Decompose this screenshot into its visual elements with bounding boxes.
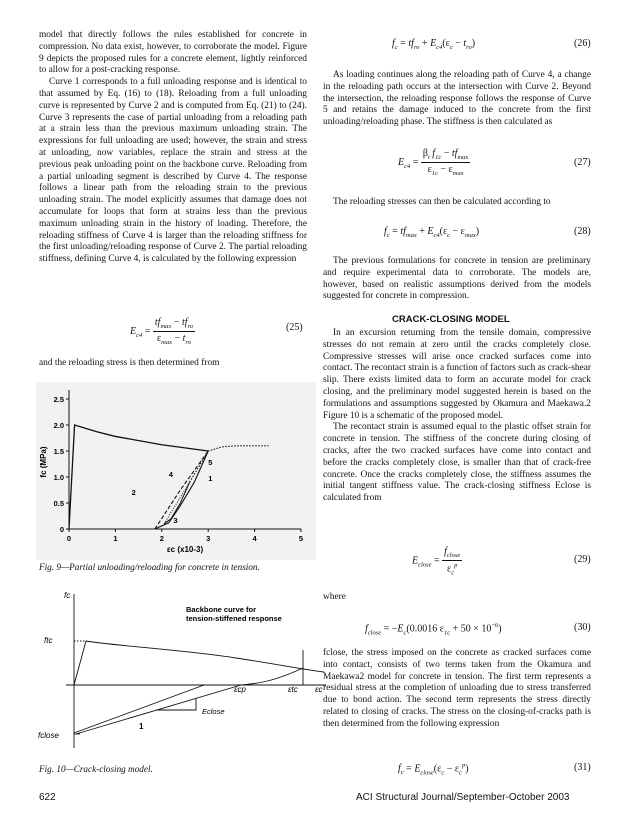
equation-26: $f_c = tf_{ro} + E_{c4}(\varepsilon_c - t_{ro})$ xyxy=(392,38,476,51)
y-tick-label: 2.0 xyxy=(53,421,64,430)
equation-number: (31) xyxy=(574,762,591,773)
backbone-label-line-2: tension-stiffened response xyxy=(186,614,282,623)
equation-25: $E_{c4}$ = $\frac{tf_{max} - tf_{ro}}{\varepsilon_{max} - t_{ro}}$ xyxy=(130,317,194,346)
x-tick-label: 2 xyxy=(159,534,164,543)
equation-31: $f_c = E_{close}(\varepsilon_c - \varepsilon_c^p)$ xyxy=(398,762,469,777)
x-tick-label: 5 xyxy=(298,534,304,543)
paragraph-text: The recontact strain is assumed equal to the plastic offset strain for concrete in tension. The stiffness of the concrete during closing of cracks, after the two cracked surfaces have come into contact and before the cracks completely close, is smaller than that of crack-free concrete. Once the cracks completely close, the stiffness assumes the initial tangent stiffness value. The crack-closing stiffness Eclose is calculated from xyxy=(323,422,591,504)
eclose-label: Eclose xyxy=(202,707,225,716)
equation-number: (28) xyxy=(574,226,591,237)
etc-label: εtc xyxy=(288,685,298,694)
paragraph-text: The reloading stresses can then be calculated according to xyxy=(333,197,551,207)
figure-9-chart xyxy=(36,382,316,560)
y-tick-label: 1.5 xyxy=(53,447,64,456)
y-tick-label: 1.0 xyxy=(53,473,64,482)
equation-30: $f_{close} = -E_c(0.0016$ $\varepsilon_{1c} + 50 \times 10^{-6}$) xyxy=(365,622,502,637)
paragraph xyxy=(323,197,591,209)
paragraph-text: fclose, the stress imposed on the concrete as cracked surfaces come into contact, consists of two terms taken from the Okamura and Maekawa2 model for concrete in tension. The first term represents a residual stress at the completion of unloading due to stress transferred due to bond action. The second term represents the stress directly related to closing of cracks. The stress on the closing-of-cracks path is then determined from the following expression xyxy=(323,648,591,729)
equation-27: $E_{c4}$ = $\frac{\beta_t f_{1c} - tf_{max}}{\varepsilon_{1c} - \varepsilon_{max}}$ xyxy=(398,148,469,177)
y-axis-label: fc (MPa) xyxy=(39,446,48,478)
equation-number: (27) xyxy=(574,157,591,168)
page-number: 622 xyxy=(39,792,56,803)
x-tick-label: 1 xyxy=(113,534,118,543)
figure-10-diagram xyxy=(36,588,326,756)
paragraph xyxy=(323,256,591,303)
paragraph-text: In an excursion returning from the tensile domain, compressive stresses do not remain at zero until the cracks completely close. Compressive stresses will arise once cracked surfaces come into contact. The recontact strain is a function of factors such as crack-shear slip. There exists limited data to form an accurate model for crack closing, and the preliminary model suggested herein is based on the formulations and assumptions suggested by Okamura and Maekawa.2 Figure 10 is a schematic of the proposed model. xyxy=(323,328,591,421)
curve-label-2: 2 xyxy=(131,488,136,498)
curve-label-1: 1 xyxy=(208,474,213,484)
section-heading: CRACK-CLOSING MODEL xyxy=(392,314,510,325)
figure-10-caption: Fig. 10—Crack-closing model. xyxy=(39,764,153,774)
equation-number: (29) xyxy=(574,554,591,565)
curve-label-3: 3 xyxy=(173,515,178,525)
paragraph: and the reloading stress is then determined from xyxy=(39,358,220,368)
paragraph-text: As loading continues along the reloading path of Curve 4, a change in the reloading path occurs at the intersection with Curve 2. Beyond the intersection, the reloading response follows the response of Curve 5 and retains the damage induced to the concrete from the first unloading/reloading phase. The stiffness is then calculated as xyxy=(323,70,591,128)
paragraph: Curve 1 corresponds to a full unloading response and is identical to that assumed by Eq. (16) to (18). Reloading from a full unloading curve is represented by Curve 2 and is computed from Eq. (21) to (24). Curve 3 represents the case of partial unloading from a reloading path at a strain less than the previous maximum unloading strain. The expressions for full unloading are used; however, the strain and stress at unloading, now variables, replace the strain and stress at the previous peak unloading point on the backbone curve. Reloading from a partial unloading segment is described by Curve 4. The response follows a linear path from the reloading strain to the previous unloading strain. The model explicitly assumes that damage does not accumulate for loops that form at strains less than the previous maximum unloading strain in the history of loading. Therefore, the reloading stiffness of Curve 4 is larger than the reloading stiffness for the first unloading/reloading response of Curve 2. The partial reloading stiffness, defining Curve 4, is calculated by the following expression xyxy=(39,77,307,265)
figure-9-caption: Fig. 9—Partial unloading/reloading for concrete in tension. xyxy=(39,562,260,572)
fc-label: fc xyxy=(64,591,71,600)
backbone-label-line-1: Backbone curve for xyxy=(186,605,257,614)
equation-28: $f_c = tf_{max} + E_{c4}(\varepsilon_c - \varepsilon_{max})$ xyxy=(384,226,480,239)
ftc-label: ftc xyxy=(44,636,53,645)
y-tick-label: 0 xyxy=(59,525,64,534)
right-body xyxy=(323,328,591,505)
journal-footer: ACI Structural Journal/September-October 2003 xyxy=(356,792,570,803)
x-tick-label: 3 xyxy=(206,534,211,543)
equation-number: (26) xyxy=(574,38,591,49)
paragraph xyxy=(323,648,591,731)
left-column xyxy=(39,30,307,266)
figure-background xyxy=(36,382,316,560)
backbone-curve xyxy=(74,641,324,685)
x-axis-label: εc (x10-3) xyxy=(166,545,204,554)
slope-label: 1 xyxy=(139,722,144,731)
paragraph xyxy=(323,70,591,129)
equation-number: (25) xyxy=(286,322,303,333)
equation-number: (30) xyxy=(574,622,591,633)
fclose-label: fclose xyxy=(38,731,59,740)
x-tick-label: 0 xyxy=(66,534,72,543)
x-tick-label: 4 xyxy=(252,534,257,543)
curve-label-5: 5 xyxy=(208,458,213,468)
paragraph: model that directly follows the rules established for concrete in compression. No data exist, however, to corroborate the model. Figure 9 depicts the proposed rules for a concrete element, lightly reinforced to allow for a post-cracking response. xyxy=(39,30,307,76)
paragraph-text: The previous formulations for concrete in tension are preliminary and require experimental data to corroborate. The models are, however, based on realistic assumptions derived from the models suggested for concrete in compression. xyxy=(323,256,591,302)
ec-label: εc xyxy=(315,685,323,694)
where-label: where xyxy=(323,592,346,602)
equation-29: $E_{close}$ = $\frac{f_{close}}{\varepsilon_c^p}$ xyxy=(412,546,461,577)
y-tick-label: 2.5 xyxy=(53,395,64,404)
unloading-curve xyxy=(241,668,303,685)
curve-label-4: 4 xyxy=(168,470,173,479)
ecp-label: εcp xyxy=(234,685,246,694)
y-tick-label: 0.5 xyxy=(53,499,64,508)
